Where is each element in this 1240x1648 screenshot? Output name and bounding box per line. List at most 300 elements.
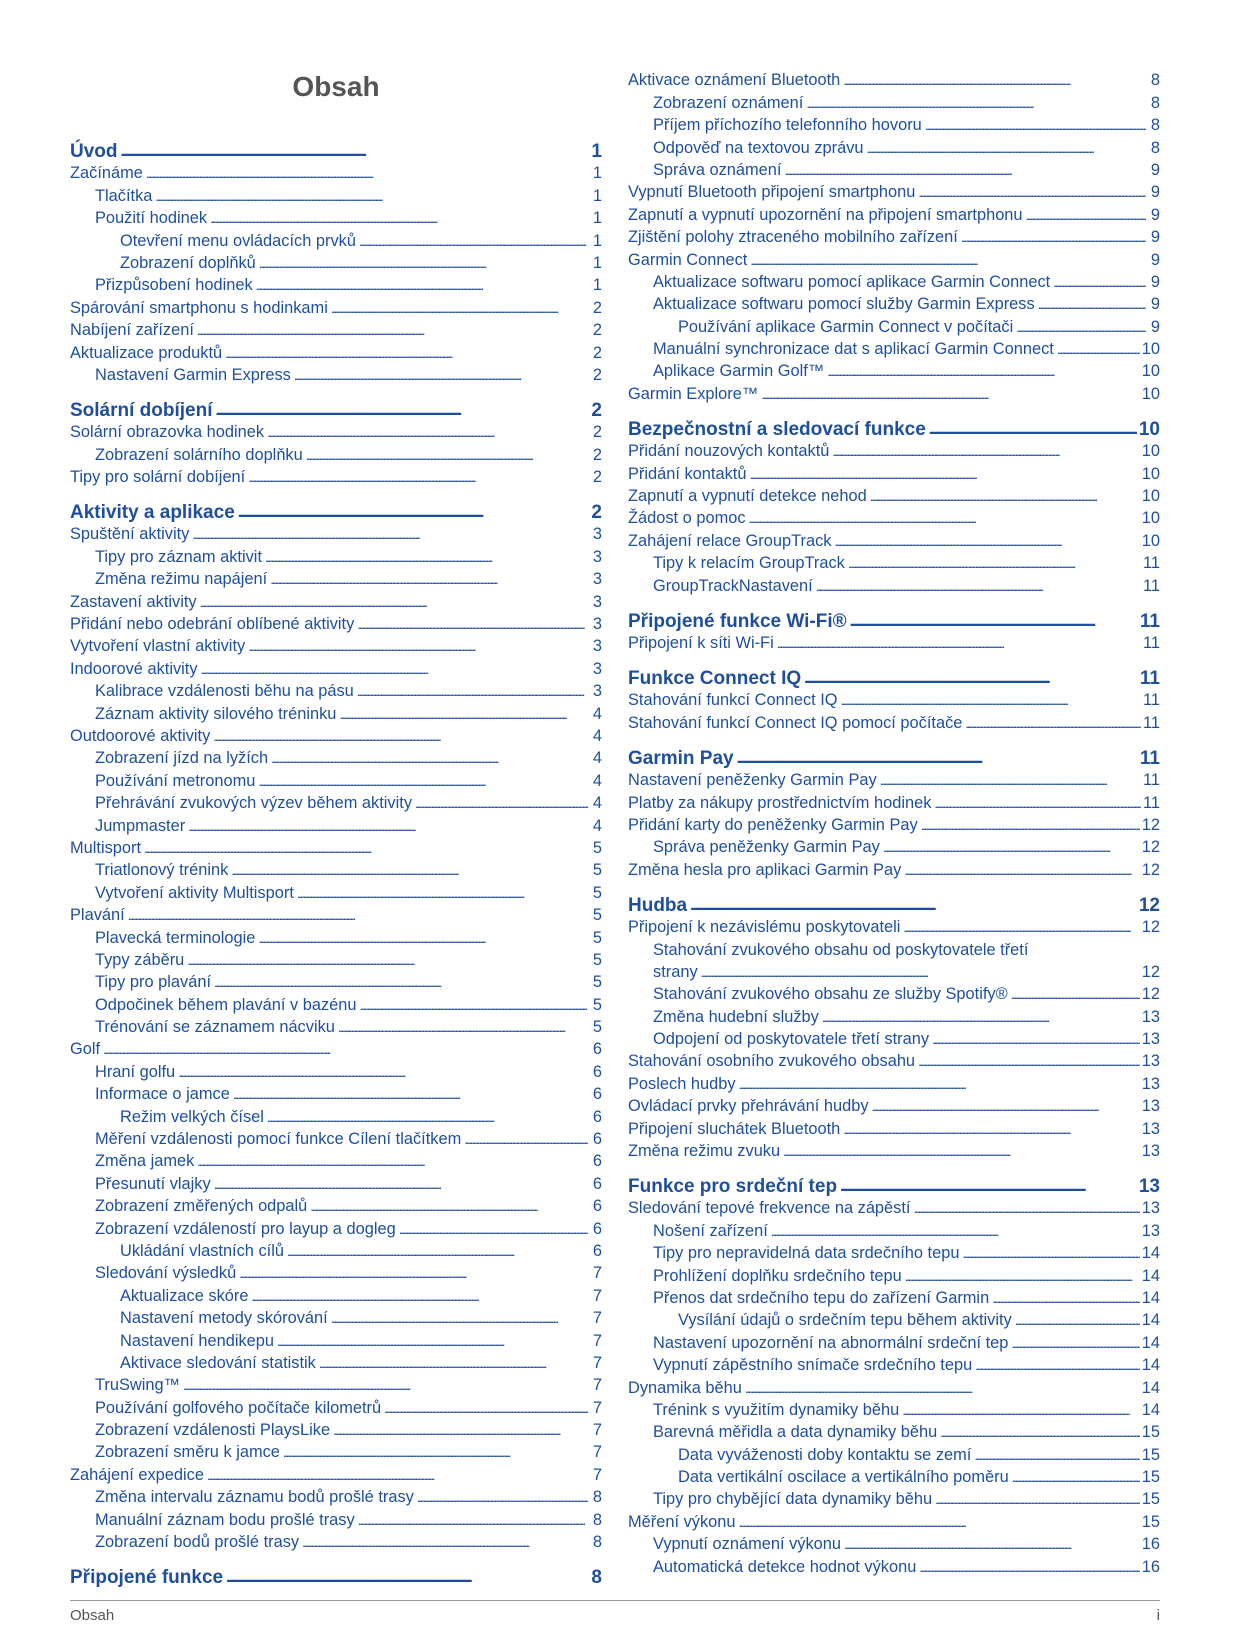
toc-entry[interactable] [70,228,602,250]
toc-entry[interactable] [70,925,602,947]
toc-entry-label: Vytvoření vlastní aktivity [70,637,246,656]
toc-leader-dots [251,1287,588,1306]
toc-page-number: 9 [1150,295,1160,314]
toc-leader-dots [256,276,588,295]
toc-leader-dots [935,1490,1140,1509]
toc-page-number: 15 [1141,1490,1160,1509]
toc-section-heading[interactable] [70,135,602,161]
toc-entry[interactable] [70,1507,602,1529]
toc-leader-dots [918,1052,1140,1071]
toc-entry[interactable] [70,858,602,880]
toc-page-number: 11 [1142,554,1160,573]
toc-entry[interactable] [70,992,602,1014]
toc-entry[interactable] [70,791,602,813]
toc-page-number: 6 [592,1241,602,1260]
toc-leader-dots [121,141,589,161]
toc-leader-dots [310,1197,588,1216]
toc-page-number: 7 [592,1331,602,1350]
toc-entry-label: Zjištění polohy ztraceného mobilního zařízení [628,228,958,247]
toc-leader-dots [287,1242,588,1261]
toc-entry[interactable] [628,180,1160,202]
toc-entry[interactable] [628,1116,1160,1138]
toc-entry[interactable] [70,948,602,970]
toc-page-number: 7 [592,1309,602,1328]
toc-entry[interactable] [70,1485,602,1507]
toc-entry[interactable] [628,1241,1160,1263]
toc-leader-dots [188,817,588,836]
toc-page-number: 4 [592,726,602,745]
toc-leader-dots [827,362,1140,381]
toc-entry-label: Plavání [70,906,125,925]
toc-entry[interactable] [628,982,1160,1004]
toc-entry[interactable] [628,113,1160,135]
toc-entry-label: Spuštění aktivity [70,525,190,544]
toc-entry-label: Vytvoření aktivity Multisport [95,883,294,902]
toc-entry-label: Změna hesla pro aplikaci Garmin Pay [628,860,902,879]
toc-entry[interactable] [628,1398,1160,1420]
toc-page-number: 8 [1150,116,1160,135]
toc-entry[interactable] [70,363,602,385]
toc-entry[interactable] [628,1330,1160,1352]
toc-entry[interactable] [70,420,602,442]
toc-entry-label: Sledování tepové frekvence na zápěstí [628,1199,911,1218]
toc-leader-dots [690,895,1137,915]
toc-entry-label: Úvod [70,141,118,162]
toc-entry-label: Zobrazení bodů prošlé trasy [95,1533,300,1552]
toc-entry-label: Měření výkonu [628,1512,736,1531]
toc-page-number: 2 [592,423,602,442]
toc-entry[interactable] [70,679,602,701]
toc-section-heading[interactable] [628,742,1160,768]
toc-entry[interactable] [70,746,602,768]
toc-entry-label: Změna režimu napájení [95,570,268,589]
toc-entry[interactable] [70,1440,602,1462]
toc-page-number: 11 [1142,771,1160,790]
toc-entry[interactable] [628,461,1160,483]
toc-entry[interactable] [70,295,602,317]
toc-entry[interactable] [70,724,602,746]
toc-leader-dots [701,963,1140,982]
toc-entry[interactable] [628,1196,1160,1218]
toc-entry-label: Hraní golfu [95,1062,176,1081]
toc-entry[interactable] [628,631,1160,653]
toc-entry[interactable] [70,318,602,340]
toc-entry-label: Stahování zvukového obsahu ze služby Spotify® [653,985,1008,1004]
toc-entry[interactable] [70,1216,602,1238]
toc-page-number: 14 [1141,1288,1160,1307]
toc-page-number: 10 [1141,487,1160,506]
toc-entry[interactable] [628,1263,1160,1285]
toc-leader-dots [306,446,588,465]
toc-entry[interactable] [70,442,602,464]
toc-entry[interactable] [628,270,1160,292]
toc-leader-dots [844,1535,1140,1554]
toc-entry[interactable] [628,1509,1160,1531]
toc-entry-label: Nošení zařízení [653,1221,768,1240]
toc-page-number: 2 [592,298,602,317]
toc-leader-dots [201,660,588,679]
toc-leader-dots [804,668,1138,688]
toc-entry[interactable] [628,1554,1160,1576]
toc-section-heading[interactable] [70,394,602,420]
toc-page-number: 11 [1142,576,1160,595]
toc-page-number: 8 [1150,138,1160,157]
toc-entry[interactable] [70,1082,602,1104]
toc-entry[interactable] [628,1532,1160,1554]
toc-entry-label: Hudba [628,894,688,916]
toc-leader-dots [155,187,588,206]
toc-entry-label: Zapnutí a vypnutí upozornění na připojení smartphonu [628,205,1023,224]
toc-page-number: 1 [592,186,602,205]
toc-page-number: 6 [592,1062,602,1081]
toc-entry-label: Nastavení upozornění na abnormální srdeční tep [653,1333,1009,1352]
toc-page-number: 4 [592,794,602,813]
toc-leader-dots [271,749,588,768]
toc-entry[interactable] [628,937,1160,959]
toc-entry-label: strany [653,962,698,981]
toc-leader-dots [913,1199,1139,1218]
toc-section-heading[interactable] [628,413,1160,439]
toc-page-number: 14 [1141,1244,1160,1263]
toc-entry-label: Dynamika běhu [628,1378,742,1397]
toc-page-number: 13 [1141,1119,1160,1138]
toc-entry-label: Režim velkých čísel [120,1107,264,1126]
toc-entry-label: Připojení k síti Wi‑Fi [628,633,774,652]
toc-entry[interactable] [628,225,1160,247]
toc-entry[interactable] [628,359,1160,381]
toc-entry[interactable] [628,1420,1160,1442]
toc-page-number: 8 [592,1488,602,1507]
toc-page-number: 10 [1141,509,1160,528]
toc-page-number: 6 [592,1219,602,1238]
toc-entry[interactable] [628,158,1160,180]
toc-entry[interactable] [70,880,602,902]
toc-entry[interactable] [628,68,1160,90]
toc-entry-label: Stahování osobního zvukového obsahu [628,1052,916,1071]
toc-entry-label: Zobrazení oznámení [653,93,804,112]
toc-entry[interactable] [628,573,1160,595]
toc-entry-label: Zobrazení solárního doplňku [95,445,303,464]
toc-leader-dots [331,1309,588,1328]
toc-entry-label: Zobrazení vzdáleností pro layup a dogleg [95,1219,396,1238]
toc-leader-dots [384,1399,588,1418]
toc-entry[interactable] [70,836,602,858]
toc-page-number: 12 [1141,985,1160,1004]
toc-entry-label: Informace o jamce [95,1085,230,1104]
toc-entry[interactable] [628,1442,1160,1464]
toc-leader-dots [225,344,588,363]
toc-entry[interactable] [70,1351,602,1373]
toc-page-number: 1 [592,231,602,250]
toc-leader-dots [1015,1311,1140,1330]
toc-leader-dots [902,1401,1140,1420]
toc-entry[interactable] [628,915,1160,937]
toc-leader-dots [294,366,588,385]
toc-page-number: 3 [592,615,602,634]
toc-entry[interactable] [70,1149,602,1171]
toc-entry[interactable] [628,1139,1160,1161]
toc-leader-dots [259,254,588,273]
toc-entry-label: Tipy pro chybějící data dynamiky běhu [653,1490,933,1509]
toc-entry[interactable] [70,1015,602,1037]
toc-leader-dots [214,1175,588,1194]
toc-page-number: 5 [592,995,602,1014]
toc-leader-dots [192,525,588,544]
toc-page-number: 4 [592,771,602,790]
toc-entry-label: Platby za nákupy prostřednictvím hodinek [628,793,932,812]
toc-entry[interactable] [628,292,1160,314]
toc-entry[interactable] [628,506,1160,528]
toc-entry[interactable] [70,1328,602,1350]
toc-page-number: 12 [1138,894,1160,916]
toc-entry[interactable] [628,381,1160,403]
toc-page-number: 8 [591,1567,602,1589]
toc-page-number: 3 [592,637,602,656]
toc-entry[interactable] [70,273,602,295]
toc-entry-label: Zastavení aktivity [70,592,197,611]
toc-leader-dots [302,1533,588,1552]
toc-entry[interactable] [70,1037,602,1059]
toc-entry-label: Odpočinek během plavání v bazénu [95,995,357,1014]
toc-page-number: 12 [1141,918,1160,937]
toc-page-number: 13 [1141,1221,1160,1240]
toc-section-heading[interactable] [628,662,1160,688]
toc-entry[interactable] [70,768,602,790]
toc-page-number: 9 [1150,272,1160,291]
toc-entry[interactable] [70,589,602,611]
toc-entry[interactable] [628,1094,1160,1116]
toc-entry-label: Multisport [70,838,142,857]
toc-entry-label: Prohlížení doplňku srdečního tepu [653,1266,902,1285]
toc-entry[interactable] [70,1059,602,1081]
toc-entry[interactable] [628,1004,1160,1026]
toc-page-number: 15 [1141,1445,1160,1464]
toc-entry[interactable] [70,183,602,205]
toc-entry[interactable] [628,960,1160,982]
toc-leader-dots [777,634,1141,653]
toc-page-number: 12 [1141,962,1160,981]
toc-entry-label: Tipy pro plavání [95,973,212,992]
toc-entry[interactable] [628,247,1160,269]
toc-page-number: 7 [592,1353,602,1372]
toc-right-column [628,68,1160,1577]
toc-entry[interactable] [70,340,602,362]
toc-entry[interactable] [628,1027,1160,1049]
toc-entry[interactable] [70,161,602,183]
toc-entry-label: Změna intervalu záznamu bodů prošlé trasy [95,1488,414,1507]
toc-entry[interactable] [628,90,1160,112]
toc-page-number: 5 [592,861,602,880]
toc-entry-label: Změna režimu zvuku [628,1142,781,1161]
toc-entry[interactable] [628,768,1160,790]
toc-entry-label: Trénování se záznamem nácviku [95,1018,335,1037]
toc-leader-dots [974,1446,1139,1465]
toc-leader-dots [197,1152,588,1171]
toc-leader-dots [399,1220,588,1239]
toc-page-number: 13 [1141,1007,1160,1026]
toc-leader-dots [965,714,1141,733]
toc-entry[interactable] [70,206,602,228]
toc-entry[interactable] [70,1306,602,1328]
toc-leader-dots [359,232,588,251]
toc-entry[interactable] [70,1395,602,1417]
toc-entry[interactable] [628,202,1160,224]
toc-leader-dots [832,442,1139,461]
toc-leader-dots [128,906,588,925]
toc-entry[interactable] [628,314,1160,336]
toc-leader-dots [338,1018,588,1037]
toc-entry-label: Garmin Explore™ [628,384,759,403]
toc-entry-label: Sledování výsledků [95,1264,237,1283]
toc-entry[interactable] [70,1104,602,1126]
toc-entry[interactable] [628,710,1160,732]
toc-entry[interactable] [628,790,1160,812]
toc-entry[interactable] [628,1487,1160,1509]
toc-leader-dots [339,705,588,724]
toc-entry-label: Aktualizace softwaru pomocí služby Garmin Express [653,295,1035,314]
toc-section-heading[interactable] [628,889,1160,915]
toc-entry[interactable] [628,528,1160,550]
toc-entry[interactable] [70,1261,602,1283]
toc-entry[interactable] [628,857,1160,879]
toc-entry[interactable] [628,135,1160,157]
toc-entry[interactable] [628,337,1160,359]
toc-entry-label: Zahájení expedice [70,1465,204,1484]
toc-page-number: 12 [1141,860,1160,879]
toc-entry[interactable] [628,439,1160,461]
toc-entry[interactable] [70,903,602,925]
toc-entry[interactable] [70,465,602,487]
toc-entry[interactable] [70,522,602,544]
toc-entry[interactable] [628,813,1160,835]
toc-leader-dots [226,1567,588,1587]
toc-entry[interactable] [70,1194,602,1216]
toc-page-number: 3 [592,570,602,589]
toc-leader-dots [905,1267,1140,1286]
toc-page-number: 9 [1150,160,1160,179]
toc-entry[interactable] [628,688,1160,710]
toc-entry[interactable] [70,1530,602,1552]
toc-leader-dots [1012,1468,1140,1487]
toc-entry[interactable] [70,1239,602,1261]
toc-page-number: 11 [1142,793,1160,812]
toc-entry[interactable] [70,251,602,273]
toc-leader-dots [417,1488,588,1507]
toc-entry-label: Připojení sluchátek Bluetooth [628,1119,841,1138]
toc-leader-dots [1016,318,1146,337]
toc-entry[interactable] [628,1286,1160,1308]
toc-page-number: 10 [1141,442,1160,461]
toc-entry[interactable] [70,544,602,566]
toc-page-number: 14 [1141,1266,1160,1285]
footer-section-label: Obsah [70,1607,115,1624]
toc-entry-label: Aplikace Garmin Golf™ [653,362,825,381]
toc-leader-dots [932,1030,1140,1049]
toc-entry[interactable] [628,551,1160,573]
toc-entry[interactable] [70,1283,602,1305]
toc-entry-label: Přenos dat srdečního tepu do zařízení Garmin [653,1288,990,1307]
toc-page-number: 2 [592,365,602,384]
toc-entry[interactable] [628,484,1160,506]
toc-entry-label: Aktualizace softwaru pomocí aplikace Garmin Connect [653,272,1051,291]
toc-section-heading[interactable] [70,1561,602,1587]
toc-section-heading[interactable] [628,1170,1160,1196]
toc-entry-label: Aktualizace skóre [120,1286,249,1305]
toc-leader-dots [934,794,1141,813]
toc-entry[interactable] [628,1218,1160,1240]
toc-page-number: 11 [1142,713,1160,732]
toc-entry[interactable] [70,1373,602,1395]
toc-page-number: 9 [1150,250,1160,269]
toc-entry[interactable] [628,1375,1160,1397]
toc-page-number: 10 [1141,340,1160,359]
toc-entry[interactable] [70,1418,602,1440]
toc-leader-dots [737,748,1138,768]
toc-leader-dots [258,772,588,791]
toc-section-heading[interactable] [628,605,1160,631]
toc-entry-label: Příjem příchozího telefonního hovoru [653,116,922,135]
toc-leader-dots [834,532,1139,551]
toc-entry-label: Odpojení od poskytovatele třetí strany [653,1030,930,1049]
toc-entry-label: Ovládací prvky přehrávání hudby [628,1097,869,1116]
toc-entry[interactable] [70,1127,602,1149]
toc-leader-dots [144,839,588,858]
toc-leader-dots [771,1222,1140,1241]
toc-entry[interactable] [628,1308,1160,1330]
toc-entry[interactable] [628,835,1160,857]
toc-entry[interactable] [70,1462,602,1484]
toc-page-number: 7 [592,1264,602,1283]
toc-leader-dots [277,1332,588,1351]
toc-entry[interactable] [70,970,602,992]
toc-page-number: 15 [1141,1423,1160,1442]
toc-leader-dots [749,509,1140,528]
toc-leader-dots [333,1421,588,1440]
toc-section-heading[interactable] [70,496,602,522]
toc-leader-dots [216,400,588,420]
toc-entry-label: Přidání karty do peněženky Garmin Pay [628,815,918,834]
toc-leader-dots [239,1264,588,1283]
toc-entry[interactable] [70,567,602,589]
toc-list-left [70,135,602,1587]
toc-entry[interactable] [70,1171,602,1193]
toc-leader-dots [267,423,588,442]
toc-leader-dots [872,1097,1140,1116]
toc-entry-label: Vypnutí zápěstního snímače srdečního tepu [653,1356,973,1375]
toc-entry-label: Vypnutí oznámení výkonu [653,1535,841,1554]
toc-leader-dots [841,691,1141,710]
toc-entry-label: Zobrazení změřených odpalů [95,1197,308,1216]
toc-entry-label: Zobrazení doplňků [120,253,256,272]
toc-entry-label: Data vyváženosti doby kontaktu se zemí [678,1445,972,1464]
toc-entry-label: Přizpůsobení hodinek [95,276,253,295]
toc-page-number: 11 [1142,691,1160,710]
toc-entry[interactable] [628,1353,1160,1375]
toc-entry-label: GroupTrackNastavení [653,576,813,595]
toc-entry[interactable] [628,1465,1160,1487]
toc-entry[interactable] [628,1049,1160,1071]
toc-entry[interactable] [70,701,602,723]
toc-entry[interactable] [70,634,602,656]
toc-entry-label: Nastavení hendikepu [120,1331,274,1350]
toc-page-number: 1 [592,276,602,295]
toc-entry-label: Nastavení Garmin Express [95,365,291,384]
toc-leader-dots [1053,273,1146,292]
toc-entry[interactable] [70,612,602,634]
toc-entry[interactable] [70,813,602,835]
toc-entry[interactable] [70,656,602,678]
toc-entry[interactable] [628,1071,1160,1093]
